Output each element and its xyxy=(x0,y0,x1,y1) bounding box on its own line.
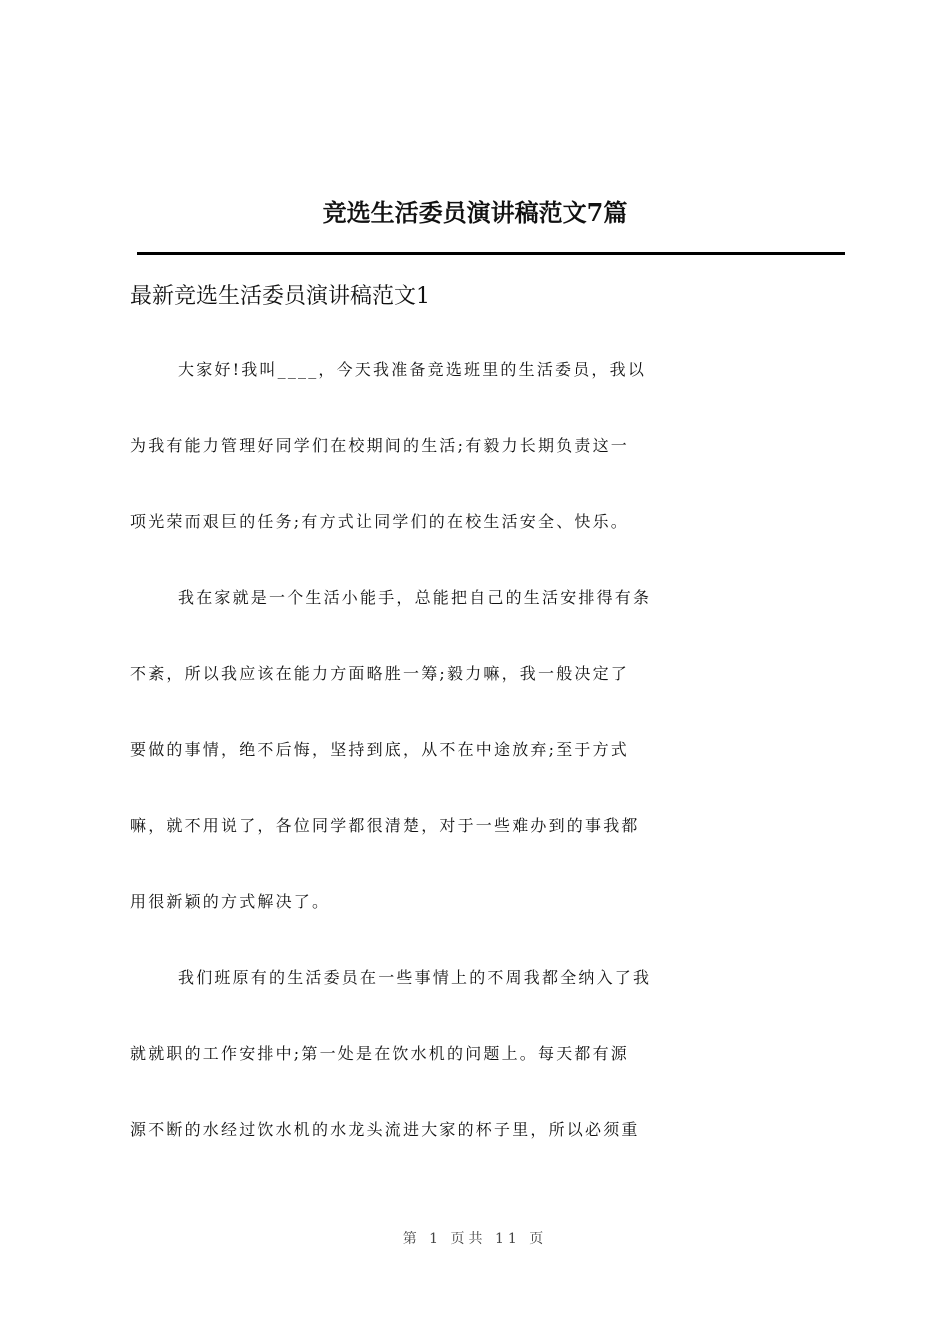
text-line: 不紊，所以我应该在能力方面略胜一筹;毅力嘛，我一般决定了 xyxy=(130,664,629,683)
title-divider xyxy=(137,252,845,255)
text-line: 要做的事情，绝不后悔，坚持到底，从不在中途放弃;至于方式 xyxy=(130,740,629,759)
text-line: 为我有能力管理好同学们在校期间的生活;有毅力长期负责这一 xyxy=(130,436,629,455)
text-line: 用很新颖的方式解决了。 xyxy=(130,892,331,911)
text-line: 大家好!我叫____，今天我准备竞选班里的生活委员，我以 xyxy=(178,360,647,379)
page-footer: 第 1 页共 11 页 xyxy=(402,1231,548,1247)
document-title: 竞选生活委员演讲稿范文7篇 xyxy=(322,198,628,227)
section-heading: 最新竞选生活委员演讲稿范文1 xyxy=(130,284,430,309)
text-line: 就就职的工作安排中;第一处是在饮水机的问题上。每天都有源 xyxy=(130,1044,629,1063)
text-line: 我们班原有的生活委员在一些事情上的不周我都全纳入了我 xyxy=(178,968,652,987)
text-line: 项光荣而艰巨的任务;有方式让同学们的在校生活安全、快乐。 xyxy=(130,512,629,531)
text-line: 嘛，就不用说了，各位同学都很清楚，对于一些难办到的事我都 xyxy=(130,816,640,835)
text-line: 我在家就是一个生活小能手，总能把自己的生活安排得有条 xyxy=(178,588,652,607)
body-text xyxy=(130,348,846,1184)
text-line: 源不断的水经过饮水机的水龙头流进大家的杯子里，所以必须重 xyxy=(130,1120,640,1139)
